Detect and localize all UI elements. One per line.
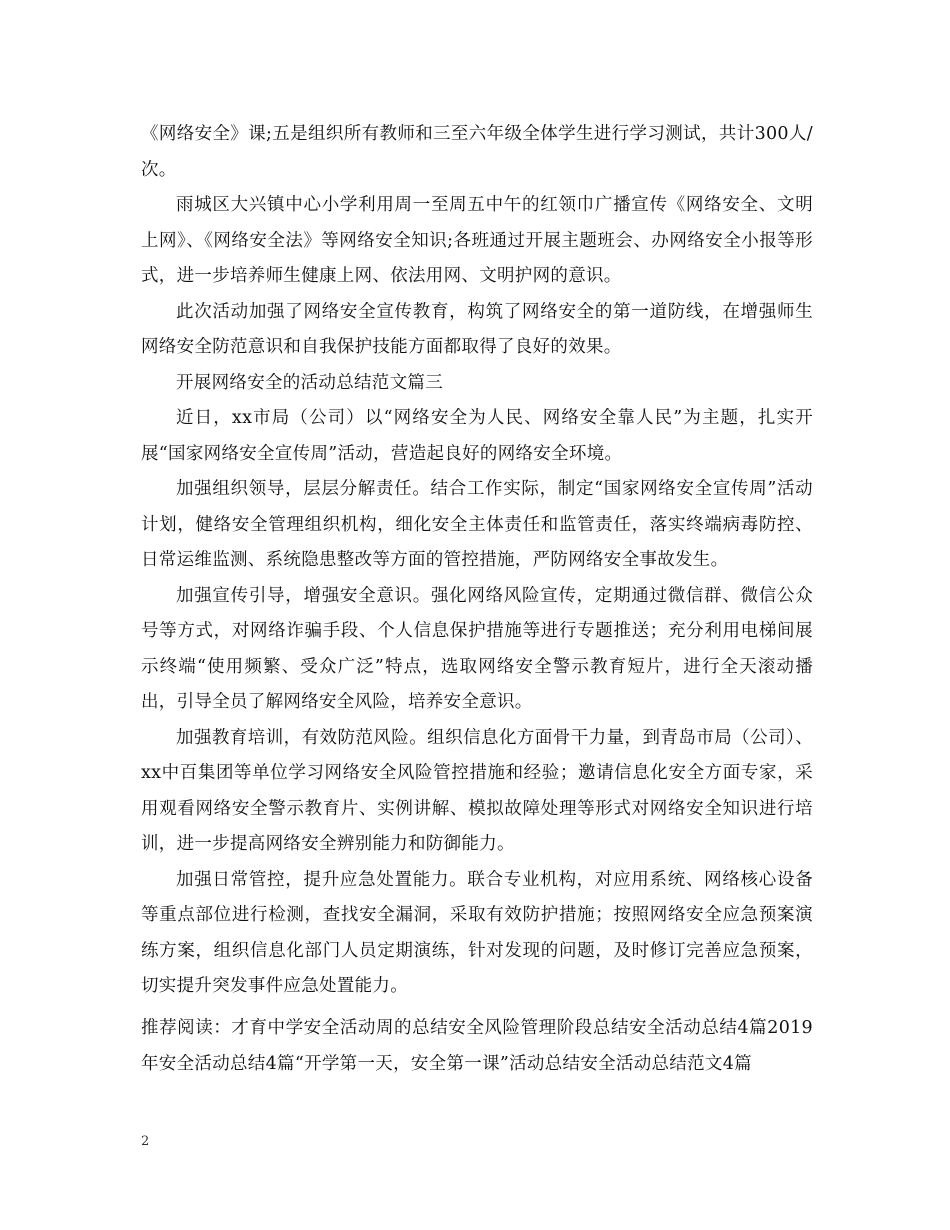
paragraph-continued: 《网络安全》课;五是组织所有教师和三至六年级全体学生进行学习测试，共计300人/次。 <box>141 124 813 180</box>
section-title: 开展网络安全的活动总结范文篇三 <box>176 372 443 393</box>
paragraph-activity-effect: 此次活动加强了网络安全宣传教育，构筑了网络安全的第一道防线，在增强师生网络安全防范意识和自我保护技能方面都取得了良好的效果。 <box>141 301 813 357</box>
paragraph-intro: 近日，xx市局（公司）以“网络安全为人民、网络安全靠人民”为主题，扎实开展“国家网络安全宣传周”活动，营造起良好的网络安全环境。 <box>141 408 813 464</box>
page-number: 2 <box>141 1134 150 1149</box>
paragraph-training: 加强教育培训，有效防范风险。组织信息化方面骨干力量，到青岛市局（公司）、xx中百集团等单位学习网络安全风险管控措施和经验；邀请信息化安全方面专家，采用观看网络安全警示教育片、实例讲解、模拟故障处理等形式对网络安全知识进行培训，进一步提高网络安全辨别能力和防御能力。 <box>141 727 813 854</box>
document-body <box>141 117 813 1005</box>
paragraph-organization: 加强组织领导，层层分解责任。结合工作实际，制定“国家网络安全宣传周”活动计划，健络安全管理组织机构，细化安全主体责任和监管责任，落实终端病毒防控、日常运维监测、系统隐患整改等方面的管控措施，严防网络安全事故发生。 <box>141 479 813 570</box>
recommended-reading[interactable]: 推荐阅读：才育中学安全活动周的总结安全风险管理阶段总结安全活动总结4篇2019年安全活动总结4篇“开学第一天，安全第一课”活动总结安全活动总结范文4篇 <box>141 1018 813 1074</box>
paragraph-yucheng-school: 雨城区大兴镇中心小学利用周一至周五中午的红领巾广播宣传《网络安全、文明上网》、《网络安全法》等网络安全知识;各班通过开展主题班会、办网络安全小报等形式，进一步培养师生健康上网、依法用网、文明护网的意识。 <box>141 195 813 286</box>
paragraph-publicity: 加强宣传引导，增强安全意识。强化网络风险宣传，定期通过微信群、微信公众号等方式，对网络诈骗手段、个人信息保护措施等进行专题推送；充分利用电梯间展示终端“使用频繁、受众广泛”特点，选取网络安全警示教育短片，进行全天滚动播出，引导全员了解网络安全风险，培养安全意识。 <box>141 585 813 712</box>
paragraph-daily-control: 加强日常管控，提升应急处置能力。联合专业机构，对应用系统、网络核心设备等重点部位进行检测，查找安全漏洞，采取有效防护措施；按照网络安全应急预案演练方案，组织信息化部门人员定期演练，针对发现的问题，及时修订完善应急预案，切实提升突发事件应急处置能力。 <box>141 869 813 996</box>
